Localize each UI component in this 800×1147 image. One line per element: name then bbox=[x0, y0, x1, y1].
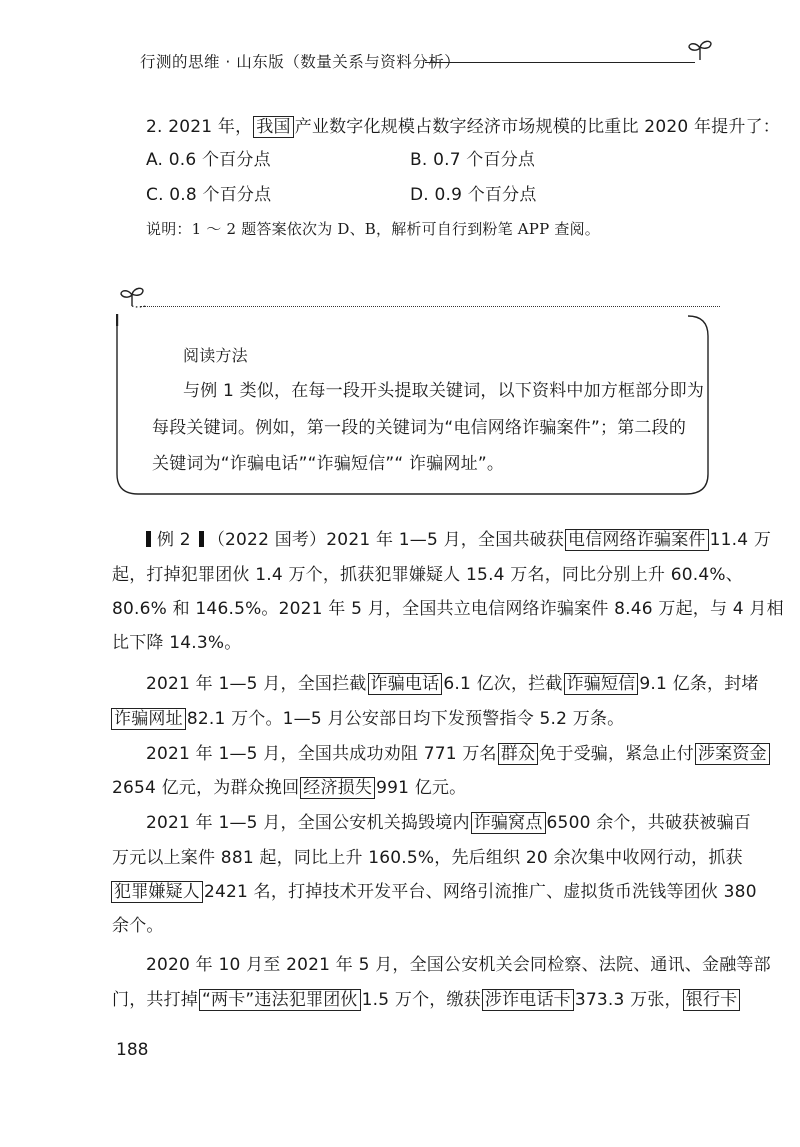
para-4-line-3-suffix: 2421 名，打掉技术开发平台、网络引流推广、虚拟货币洗钱等团伙 380 bbox=[204, 882, 757, 902]
example-2-para-4-line-1 bbox=[146, 810, 751, 836]
example-label-bar-right bbox=[199, 531, 204, 547]
option-a: A. 0.6 个百分点 bbox=[146, 150, 271, 170]
example-2-para-1-line-4: 比下降 14.3%。 bbox=[112, 633, 242, 653]
question-2-stem-suffix: 产业数字化规模占数字经济市场规模的比重比 2020 年提升了： bbox=[294, 117, 780, 137]
keyword-box-shean-zijin: 涉案资金 bbox=[695, 743, 770, 765]
para-5-line-2-b: 1.5 万个，缴获 bbox=[361, 990, 481, 1010]
para-3-line-1-b: 免于受骗，紧急止付 bbox=[539, 744, 694, 764]
para-2-line-1-b: 6.1 亿次，拦截 bbox=[443, 674, 563, 694]
page-number: 188 bbox=[116, 1040, 149, 1060]
para-2-line-2-suffix: 82.1 万个。1—5 月公安部日均下发预警指令 5.2 万条。 bbox=[186, 709, 625, 729]
sprout-icon bbox=[118, 280, 148, 308]
para-4-line-1-a: 2021 年 1—5 月，全国公安机关捣毁境内 bbox=[146, 813, 470, 833]
para-1-line-1-prefix: （2022 国考）2021 年 1—5 月，全国共破获 bbox=[207, 530, 565, 550]
keyword-box-zhapian-wodian: 诈骗窝点 bbox=[471, 812, 546, 834]
example-2-para-2-line-2 bbox=[110, 706, 624, 732]
keyword-box-liangka-tuanhuo: “两卡”违法犯罪团伙 bbox=[199, 989, 361, 1011]
keyword-box-shezha-dianhuaka: 涉诈电话卡 bbox=[482, 989, 574, 1011]
sprout-icon bbox=[686, 34, 714, 62]
running-header-title: 行测的思维 · 山东版（数量关系与资料分析） bbox=[140, 53, 461, 71]
example-2-para-4-line-4: 余个。 bbox=[112, 916, 164, 936]
para-5-line-2-c: 373.3 万张， bbox=[574, 990, 682, 1010]
keyword-box-fanzui-xianyiren: 犯罪嫌疑人 bbox=[111, 881, 203, 903]
para-3-line-2-b: 991 亿元。 bbox=[376, 778, 467, 798]
question-2-stem-prefix: 2. 2021 年， bbox=[146, 117, 253, 137]
keyword-box-qunzhong: 群众 bbox=[498, 743, 538, 765]
keyword-box-jingji-sunshi: 经济损失 bbox=[300, 777, 375, 799]
header-rule bbox=[425, 62, 695, 63]
question-2-stem bbox=[146, 114, 780, 140]
keyword-box-zhapian-duanxin: 诈骗短信 bbox=[564, 673, 639, 695]
reading-method-line-3: 关键词为“诈骗电话”“诈骗短信”“ 诈骗网址”。 bbox=[152, 454, 505, 474]
answer-note: 说明：1 ～ 2 题答案依次为 D、B，解析可自行到粉笔 APP 查阅。 bbox=[146, 220, 600, 238]
dotted-divider bbox=[140, 306, 720, 307]
keyword-box-zhapian-dianhua: 诈骗电话 bbox=[368, 673, 443, 695]
keyword-box-yinhangka: 银行卡 bbox=[683, 989, 741, 1011]
example-2-para-1-line-1 bbox=[146, 527, 771, 553]
example-label-bar-left bbox=[146, 531, 151, 547]
example-2-para-3-line-1 bbox=[146, 741, 771, 767]
example-2-para-2-line-1 bbox=[146, 671, 759, 697]
keyword-box-dianxin-anjian: 电信网络诈骗案件 bbox=[565, 529, 709, 551]
example-2-para-4-line-2: 万元以上案件 881 起，同比上升 160.5%，先后组织 20 余次集中收网行动，抓获 bbox=[112, 848, 743, 868]
para-2-line-1-c: 9.1 亿条，封堵 bbox=[639, 674, 759, 694]
example-2-para-5-line-1: 2020 年 10 月至 2021 年 5 月，全国公安机关会同检察、法院、通讯、金融等部 bbox=[146, 955, 771, 975]
example-2-para-5-line-2 bbox=[112, 987, 741, 1013]
para-5-line-2-a: 门，共打掉 bbox=[112, 990, 198, 1010]
example-label: 例 2 bbox=[157, 530, 191, 550]
para-4-line-1-b: 6500 余个，共破获被骗百 bbox=[546, 813, 751, 833]
example-2-para-1-line-2: 起，打掉犯罪团伙 1.4 万个，抓获犯罪嫌疑人 15.4 万名，同比分别上升 60.4%、 bbox=[112, 565, 743, 585]
para-3-line-2-a: 2654 亿元，为群众挽回 bbox=[112, 778, 300, 798]
option-b: B. 0.7 个百分点 bbox=[410, 150, 536, 170]
reading-method-line-1: 与例 1 类似，在每一段开头提取关键词，以下资料中加方框部分即为 bbox=[183, 381, 705, 401]
keyword-box-woguo: 我国 bbox=[253, 116, 293, 138]
example-2-para-3-line-2 bbox=[112, 775, 466, 801]
option-d: D. 0.9 个百分点 bbox=[410, 185, 537, 205]
keyword-box-zhapian-wangzhi: 诈骗网址 bbox=[111, 708, 186, 730]
para-3-line-1-a: 2021 年 1—5 月，全国共成功劝阻 771 万名 bbox=[146, 744, 497, 764]
para-1-line-1-suffix: 11.4 万 bbox=[709, 530, 772, 550]
reading-method-line-2: 每段关键词。例如，第一段的关键词为“电信网络诈骗案件”；第二段的 bbox=[152, 418, 687, 438]
reading-method-title: 阅读方法 bbox=[183, 346, 248, 365]
option-c: C. 0.8 个百分点 bbox=[146, 185, 272, 205]
example-2-para-1-line-3: 80.6% 和 146.5%。2021 年 5 月，全国共立电信网络诈骗案件 8.46 万起，与 4 月相 bbox=[112, 599, 784, 619]
example-2-para-4-line-3 bbox=[110, 879, 757, 905]
para-2-line-1-a: 2021 年 1—5 月，全国拦截 bbox=[146, 674, 367, 694]
